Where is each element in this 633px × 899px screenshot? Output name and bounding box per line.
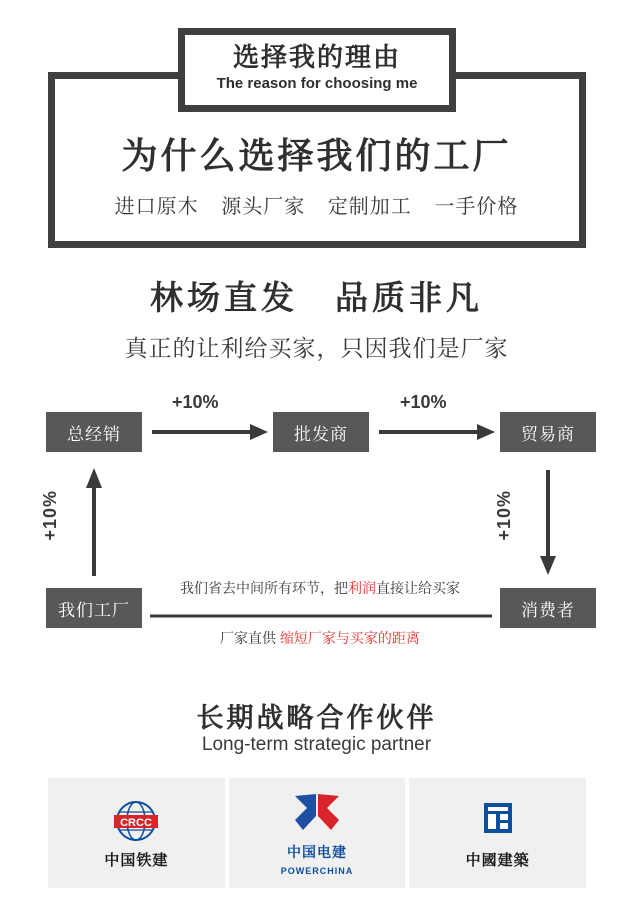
partner-card-powerchina bbox=[229, 778, 406, 888]
crcc-globe-icon bbox=[108, 797, 164, 845]
badge-title-cn: 选择我的理由 bbox=[232, 42, 401, 72]
partner-name-powerchina: 中国电建 bbox=[287, 844, 347, 860]
markup-label-right: +10% bbox=[494, 490, 514, 541]
partner-sub-powerchina: POWERCHINA bbox=[280, 866, 354, 876]
partner-name-cscec: 中國建築 bbox=[465, 851, 530, 869]
flow-note-2-highlight: 缩短厂家与买家的距离 bbox=[279, 630, 420, 646]
page-title: 为什么选择我们的工厂 bbox=[121, 135, 512, 176]
feature-item-4: 一手价格 bbox=[434, 196, 519, 218]
slogan-secondary: 真正的让利给买家，只因我们是厂家 bbox=[124, 335, 509, 361]
markup-label-left: +10% bbox=[40, 490, 60, 541]
powerchina-icon bbox=[289, 790, 345, 838]
flow-note-line-1 bbox=[150, 578, 490, 598]
flow-note-1-part-c: 直接让给买家 bbox=[376, 580, 460, 596]
header-feature-list bbox=[0, 190, 633, 219]
slogan-primary: 林场直发 品质非凡 bbox=[150, 279, 483, 316]
flow-note-1-part-a: 我们省去中间所有环节，把 bbox=[180, 580, 348, 596]
flow-note-2-part-a: 厂家直供 bbox=[220, 630, 277, 646]
partners-title-cn: 长期战略合作伙伴 bbox=[196, 703, 437, 733]
partners-title-en: Long-term strategic partner bbox=[201, 734, 432, 755]
flow-note-line-2 bbox=[150, 628, 490, 648]
partner-name-crcc: 中国铁建 bbox=[104, 851, 169, 869]
flow-node-distributor: 总经销 bbox=[46, 412, 142, 452]
flow-node-trader: 贸易商 bbox=[500, 412, 596, 452]
badge-title-en: The reason for choosing me bbox=[216, 75, 418, 92]
markup-label-top-left: +10% bbox=[172, 392, 219, 412]
flow-node-consumer: 消费者 bbox=[500, 588, 596, 628]
flow-node-wholesaler: 批发商 bbox=[273, 412, 369, 452]
flow-node-factory: 我们工厂 bbox=[46, 588, 142, 628]
feature-item-1: 进口原木 bbox=[114, 196, 199, 218]
markup-label-top-right: +10% bbox=[400, 392, 447, 412]
cscec-icon bbox=[470, 797, 526, 845]
partner-card-cscec bbox=[409, 778, 586, 888]
reason-badge bbox=[178, 28, 456, 112]
svg-text:CRCC: CRCC bbox=[120, 816, 153, 829]
partner-logo-row bbox=[48, 778, 586, 888]
partner-card-crcc bbox=[48, 778, 225, 888]
feature-item-3: 定制加工 bbox=[327, 196, 412, 218]
feature-item-2: 源头厂家 bbox=[221, 196, 306, 218]
flow-note-1-highlight: 利润 bbox=[348, 580, 376, 596]
